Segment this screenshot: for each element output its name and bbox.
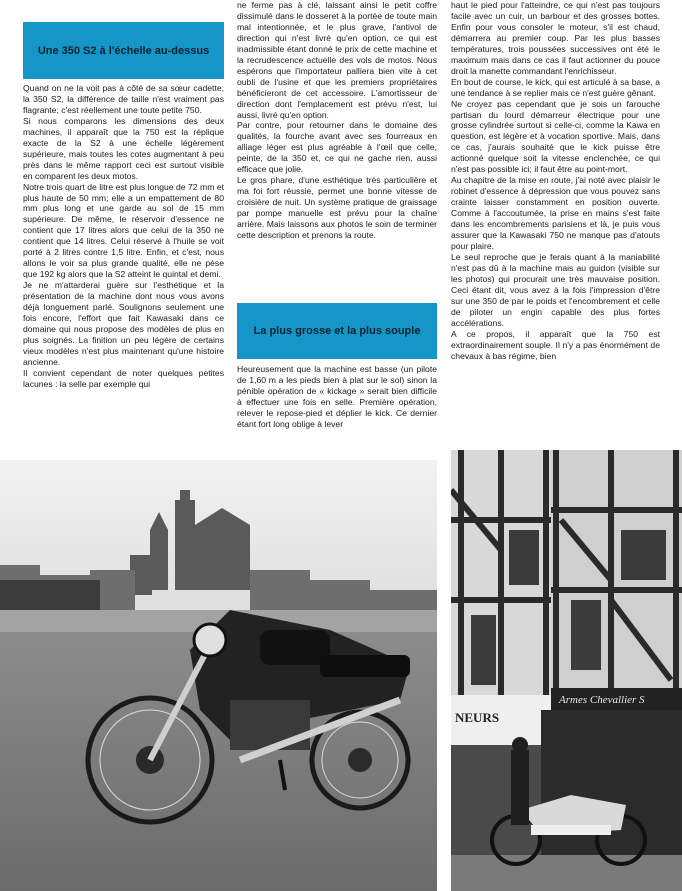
paragraph: A ce propos, il apparaît que la 750 est extraordinairement souple. Il n'y a pas énormément de chevaux à bas régime, bien bbox=[451, 328, 660, 361]
paragraph: Par contre, pour retourner dans le domaine des qualités, la fourche avant avec ses fourreaux en alliage léger est plus agréable à l'œil que celle, peinte, de la 350 et, ce qui ne gache rien, aussi efficace que jolie. bbox=[237, 120, 437, 175]
paragraph: Notre trois quart de litre est plus longue de 72 mm et plus haute de 50 mm; elle a un empattement de 80 mm plus long et une garde au sol de 15 mm supérieure. De même, le réservoir d'essence ne contient que 17 litres alors que celui de la 350 ne contient que 14 litres. Celui réservé à l'huile se voit porté à 2 litres contre 1,5 litre. Enfin, et c'est, nous allons le voir sa plus grande qualité, elle ne pèse que 192 kg alors que la S2 atteint le quintal et demi. bbox=[23, 181, 224, 280]
paragraph: Heureusement que la machine est basse (un pilote de 1,60 m a les pieds bien à plat sur le sol) sinon la pénible opération de « kickage » serait bien difficile à effectuer une fois en selle. Première opération, relever le repose-pied et déplier le kick. Ce dernier étant fort long oblige à lever bbox=[237, 364, 437, 429]
section-heading-plus-grosse bbox=[237, 303, 437, 359]
motorcycle-shopfront-photo bbox=[451, 450, 682, 891]
paragraph: ne ferme pas à clé, laissant ainsi le petit coffre dissimulé dans le dosseret à la portée de toute main mal intentionnée, et le plus grave, l'antivol de direction qui n'est livré qu'en option, ce qui est inadmissible étant donné le prix de cette machine et la recrudescence actuelle des vols de motos. Nous espérons que l'importateur palliera bien vite à cet oubli de l'usine et que les premiers propriétaires bénéficieront de cet accessoire. L'amortisseur de direction dont l'emplacement est prévu n'est, lui aussi, livré qu'en option. bbox=[237, 0, 437, 120]
text-column-2-bottom bbox=[237, 364, 437, 446]
paragraph: Le seul reproche que je ferais quant à la maniabilité n'est pas dû à la machine mais au guidon (visible sur les photos) qui procurait une très mauvaise position. Ceci étant dit, vous avez à la fois l'impression d'être sur une 350 de par le poids et l'encombrement et celle de piloter un engin capable des plus fortes accélérations. bbox=[451, 251, 660, 328]
text-column-1 bbox=[23, 83, 224, 443]
shop-left-sign-text: NEURS bbox=[455, 710, 500, 725]
paragraph: Le gros phare, d'une esthétique très particulière et ma foi fort réussie, permet une bonne vitesse de croisière de nuit. Un système pratique de graissage par pompe manuelle est prévu pour la chaîne arrière. Mais laissons aux photos le soin de terminer cette description et prenons la route. bbox=[237, 175, 437, 241]
paragraph: Si nous comparons les dimensions des deux machines, il apparaît que la 750 est la réplique exacte de la S2 à une échelle légèrement supérieure, mais toutes les cotes augmentant à peu près dans le même rapport ceci est surtout visible en comparent les deux motos. bbox=[23, 115, 224, 181]
section-heading-text: Une 350 S2 à l'échelle au-dessus bbox=[37, 44, 210, 57]
shop-sign-text: Armes Chevallier S bbox=[559, 694, 645, 706]
text-column-3 bbox=[451, 0, 660, 446]
motorcycle-riverside-illustration bbox=[0, 460, 437, 891]
paragraph: haut le pied pour l'atteindre, ce qui n'est pas toujours facile avec un cuir, un barbour et des grosses bottes. Enfin pour vous consoler le moteur, s'il est chaud, démarrera au premier coup. Par les plus basses températures, trois poussées successives ont été le maximum mais dans ce cas il faut actionner du pouce droit la manette commandant l'enrichisseur. bbox=[451, 0, 660, 76]
paragraph: Quand on ne la voit pas à côté de sa sœur cadette, la 350 S2, la différence de taille n'est vraiment pas flagrante; c'est réellement une toute petite 750. bbox=[23, 83, 224, 115]
half-timbered-street-illustration bbox=[451, 450, 682, 891]
paragraph: Il convient cependant de noter quelques petites lacunes : la selle par exemple qui bbox=[23, 367, 224, 389]
paragraph: Au chapitre de la mise en route, j'ai noté avec plaisir le robinet d'essence à dépression que vous pouvez sans crainte laisser constamment en position ouverte. Comme à l'accoutumée, la prise en mains s'est faite dans les encombrements parisiens et là, je puis vous assurer que la Kawasaki 750 ne manque pas d'atouts pour plaire. bbox=[451, 175, 660, 251]
paragraph: Ne croyez pas cependant que je sois un farouche partisan du lourd démarreur électrique pour une grosse cylindrée surtout si celle-ci, comme la Kawa en question, est légère et à vocation sportive. Mais, dans ce cas, j'aurais souhaité que le kick puisse être actionné quelque soit la vitesse enclenchée, ce qui n'est pas possible ici; il faut être au point-mort. bbox=[451, 98, 660, 175]
section-heading-text: La plus grosse et la plus souple bbox=[253, 325, 421, 337]
paragraph: En bout de course, le kick, qui est articulé à sa base, a une tendance à se replier mais ce n'est guère gênant. bbox=[451, 76, 660, 98]
section-heading-350-s2 bbox=[23, 22, 224, 79]
text-column-2 bbox=[237, 0, 437, 296]
motorcycle-riverside-photo bbox=[0, 460, 437, 891]
paragraph: Je ne m'attarderai guère sur l'esthétique et la présentation de la machine dont nous vous avons déjà longuement parlé. Soulignons seulement une fois encore, l'effort que fait Kawasaki dans ce domaine qui nous propose des modèles de plus en plus soignés. La finition un peu légère de certains vieux modèles n'est plus maintenant qu'une histoire ancienne. bbox=[23, 280, 224, 367]
